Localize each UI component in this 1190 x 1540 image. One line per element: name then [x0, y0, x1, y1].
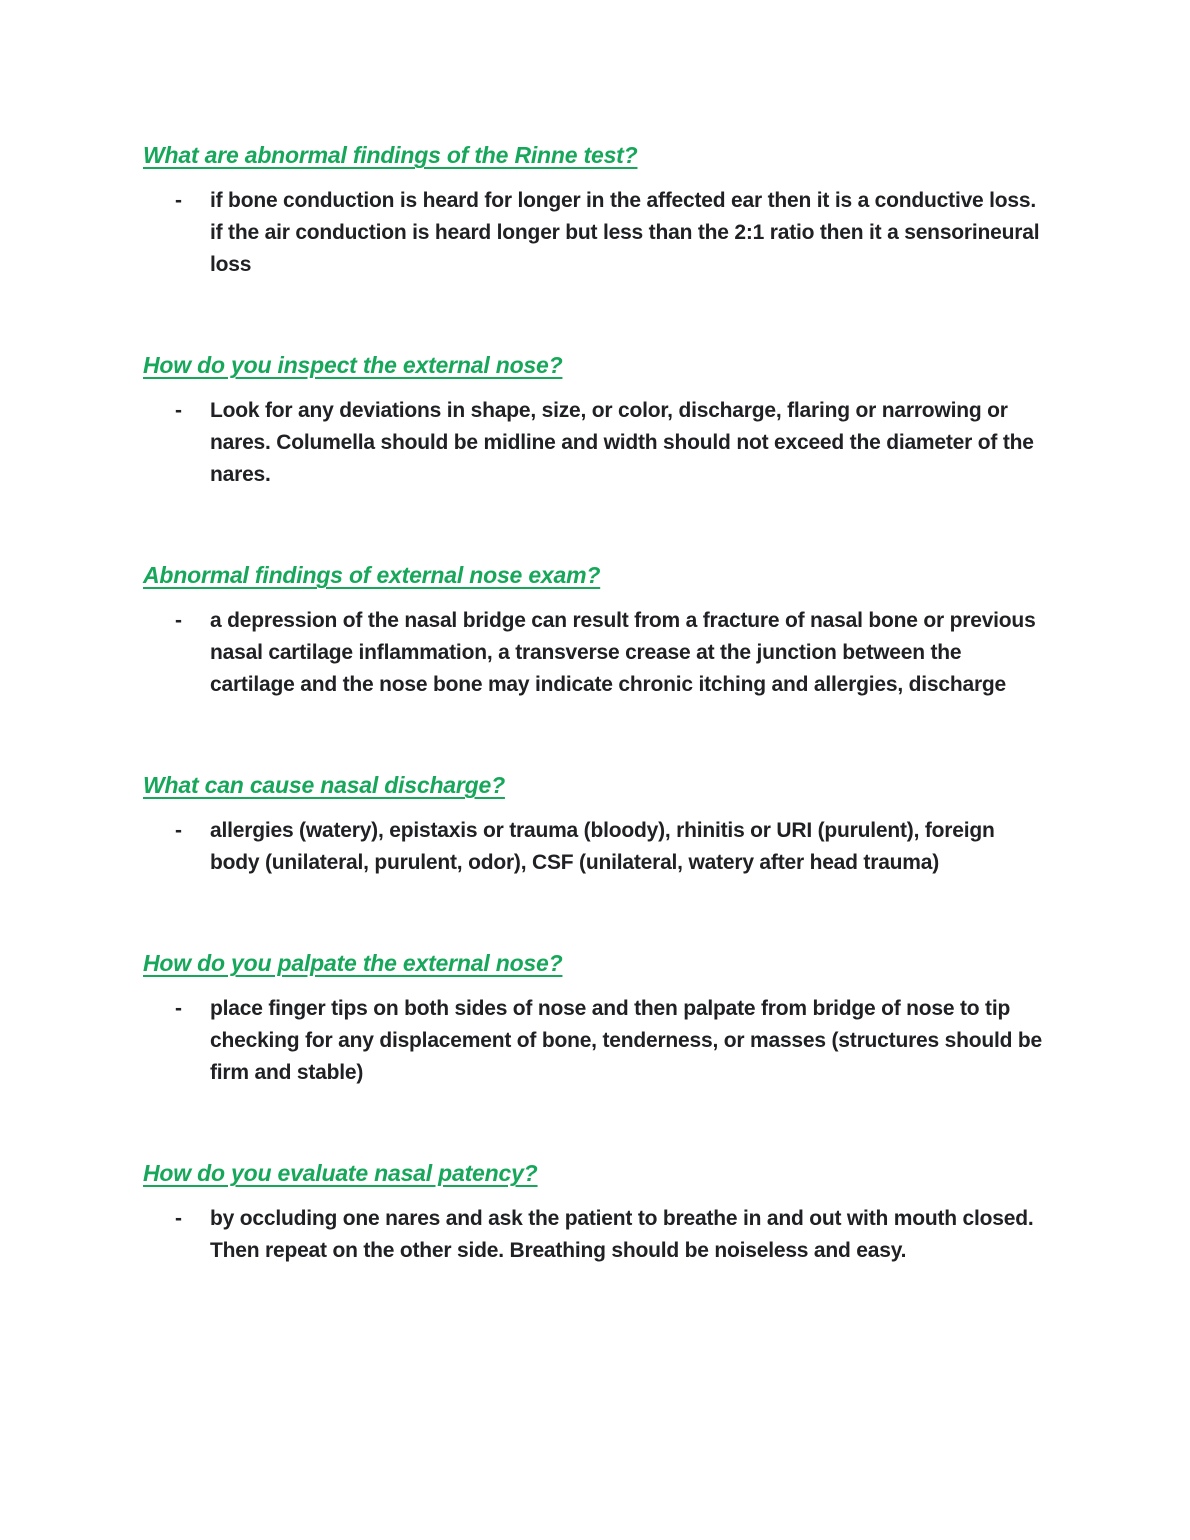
bullet-item — [143, 395, 1045, 491]
bullet-dash-marker: - — [175, 399, 182, 422]
qa-section — [143, 771, 1045, 879]
bullet-item — [143, 605, 1045, 701]
question-heading: What are abnormal findings of the Rinne test? — [143, 142, 638, 168]
bullet-list — [143, 605, 1045, 701]
bullet-dash-marker: - — [175, 997, 182, 1020]
bullet-dash-marker: - — [175, 1207, 182, 1230]
qa-section — [143, 1159, 1045, 1267]
bullet-item — [143, 185, 1045, 281]
qa-section — [143, 351, 1045, 491]
bullet-item — [143, 815, 1045, 879]
bullet-text: Look for any deviations in shape, size, or color, discharge, flaring or narrowing or nares. Columella should be midline and width should not exceed the diameter of the nares. — [210, 399, 1034, 486]
bullet-text: if bone conduction is heard for longer in the affected ear then it is a conductive loss. if the air conduction is heard longer but less than the 2:1 ratio then it a sensorineural loss — [210, 189, 1040, 276]
bullet-text: allergies (watery), epistaxis or trauma (bloody), rhinitis or URI (purulent), foreign body (unilateral, purulent, odor), CSF (unilateral, watery after head trauma) — [210, 819, 995, 874]
bullet-list — [143, 1203, 1045, 1267]
qa-section — [143, 141, 1045, 281]
question-heading: How do you evaluate nasal patency? — [143, 1160, 538, 1186]
qa-section — [143, 949, 1045, 1089]
bullet-list — [143, 993, 1045, 1089]
question-heading: What can cause nasal discharge? — [143, 772, 505, 798]
bullet-text: by occluding one nares and ask the patient to breathe in and out with mouth closed. Then repeat on the other side. Breathing should be noiseless and easy. — [210, 1207, 1034, 1262]
bullet-dash-marker: - — [175, 819, 182, 842]
qa-section — [143, 561, 1045, 701]
question-heading: How do you palpate the external nose? — [143, 950, 563, 976]
bullet-text: place finger tips on both sides of nose and then palpate from bridge of nose to tip checking for any displacement of bone, tenderness, or masses (structures should be firm and stable) — [210, 997, 1042, 1084]
bullet-item — [143, 1203, 1045, 1267]
bullet-list — [143, 395, 1045, 491]
bullet-dash-marker: - — [175, 189, 182, 212]
bullet-item — [143, 993, 1045, 1089]
document-body — [143, 141, 1045, 1267]
bullet-list — [143, 185, 1045, 281]
question-heading: Abnormal findings of external nose exam? — [143, 562, 601, 588]
question-heading: How do you inspect the external nose? — [143, 352, 563, 378]
bullet-list — [143, 815, 1045, 879]
bullet-text: a depression of the nasal bridge can result from a fracture of nasal bone or previous nasal cartilage inflammation, a transverse crease at the junction between the cartilage and the nose bone may indicate chronic itching and allergies, discharge — [210, 609, 1036, 696]
bullet-dash-marker: - — [175, 609, 182, 632]
